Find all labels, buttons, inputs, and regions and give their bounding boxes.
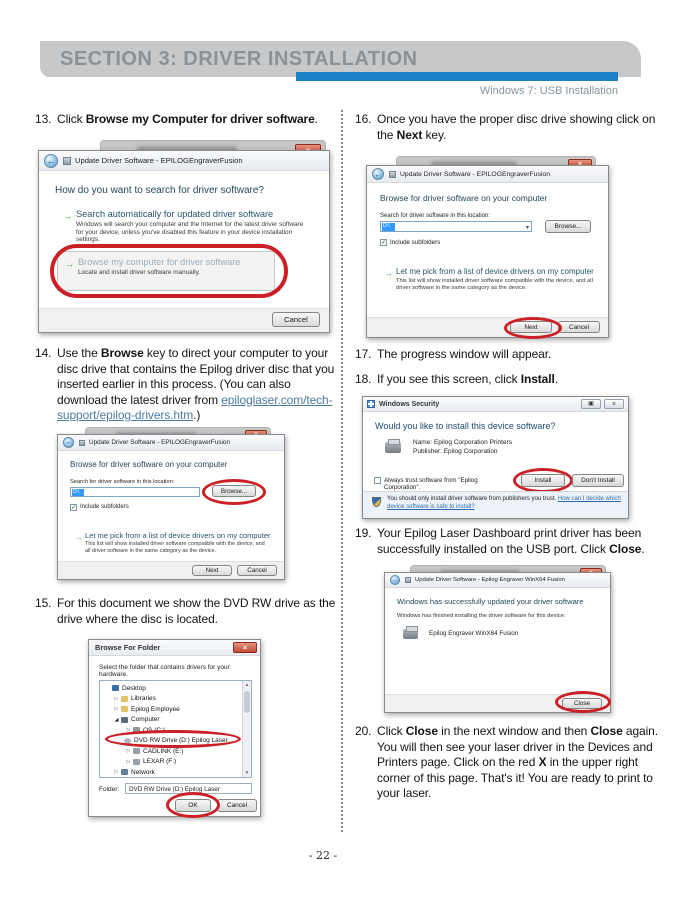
install-button[interactable]: Install xyxy=(521,474,565,487)
step-20 xyxy=(355,724,663,802)
ok-button[interactable]: OK xyxy=(175,799,211,812)
device-name-line: Name: Epilog Corporation Printers xyxy=(413,439,512,446)
cancel-button[interactable]: Cancel xyxy=(217,799,257,812)
expand-icon[interactable]: ▷ xyxy=(114,769,119,776)
dialog-title: Update Driver Software - Epilog Engraver WinX64 Fusion xyxy=(415,577,565,583)
column-divider xyxy=(341,110,343,832)
step-17 xyxy=(355,347,661,363)
location-value: D:\ xyxy=(72,489,84,496)
security-warning xyxy=(387,496,621,511)
tree-label: Network xyxy=(131,768,155,776)
tree-label: Computer xyxy=(131,716,160,724)
expand-icon[interactable]: ▷ xyxy=(114,706,119,713)
tree-label: Epilog Employee xyxy=(131,705,180,713)
dont-install-button[interactable]: Don't Install xyxy=(572,474,624,487)
option-pick-from-list[interactable]: Let me pick from a list of device drivers on my computer xyxy=(85,531,271,540)
device-icon xyxy=(79,440,85,446)
step-14 xyxy=(35,346,339,424)
libraries-icon xyxy=(121,696,128,702)
screenshot-browse-driver-location xyxy=(57,427,287,580)
update-driver-dialog xyxy=(57,434,285,580)
security-info-panel xyxy=(363,491,628,518)
tree-item-libraries[interactable] xyxy=(100,694,251,705)
option-description: This list will show installed driver software compatible with the device, and all driver software in the same category as the device. xyxy=(396,278,593,291)
back-icon[interactable]: ← xyxy=(44,154,58,168)
option-browse-computer[interactable] xyxy=(57,251,275,291)
tree-item-lexar[interactable] xyxy=(100,757,251,768)
page-number: - 22 - xyxy=(308,849,338,862)
expand-icon[interactable]: ◢ xyxy=(114,716,119,723)
location-field[interactable] xyxy=(380,221,532,232)
include-subfolders-checkbox[interactable]: ✓ xyxy=(71,504,76,511)
close-button[interactable]: Close xyxy=(562,698,602,709)
always-trust-checkbox[interactable] xyxy=(374,477,381,484)
disk-icon xyxy=(133,727,140,733)
step-16 xyxy=(355,112,661,143)
network-icon xyxy=(121,769,128,775)
dialog-heading: Browse for driver software on your computer xyxy=(70,460,228,469)
back-icon[interactable]: ← xyxy=(372,168,384,180)
step-number: 13. xyxy=(35,112,52,126)
dialog-prompt: Select the folder that contains drivers for your hardware. xyxy=(99,664,230,678)
expand-icon[interactable]: ▷ xyxy=(126,727,131,734)
step-text: The progress window will appear. xyxy=(377,347,552,361)
publisher-line: Publisher: Epilog Corporation xyxy=(413,448,498,455)
expand-icon[interactable]: ▷ xyxy=(126,748,131,755)
dialog-heading: How do you want to search for driver software? xyxy=(55,185,264,196)
tree-item-desktop[interactable] xyxy=(100,683,251,694)
always-trust-label: Always trust software from "Epilog Corporation". xyxy=(384,477,478,491)
dialog-heading: Browse for driver software on your computer xyxy=(380,193,548,203)
next-button[interactable]: Next xyxy=(192,565,232,576)
location-label: Search for driver software in this location: xyxy=(70,479,175,485)
tree-item-epilog-employee[interactable] xyxy=(100,704,251,715)
screenshot-driver-success xyxy=(384,565,613,713)
step-number: 15. xyxy=(35,596,52,610)
option-title: Browse my computer for driver software xyxy=(78,257,241,267)
step-text: Click Browse my Computer for driver software. xyxy=(57,112,318,126)
printer-icon xyxy=(385,442,401,453)
step-number: 14. xyxy=(35,346,52,360)
dialog-title: Update Driver Software - EPILOGEngraverFusion xyxy=(89,439,231,446)
step-text: Click Close in the next window and then Close again. You will then see your laser driver in the Devices and Printers page. Click on the red X in the upper right corner of this page. That's it! You are ready to print to your laser. xyxy=(377,724,658,800)
tree-label: LEXAR (F:) xyxy=(143,758,177,766)
scroll-down-icon[interactable]: ▼ xyxy=(244,770,250,775)
dvd-drive-icon xyxy=(124,738,131,744)
device-icon xyxy=(389,171,396,178)
folder-tree xyxy=(99,680,252,778)
browse-button[interactable]: Browse... xyxy=(545,220,591,233)
step-number: 20. xyxy=(355,724,372,738)
dialog-titlebar xyxy=(58,435,284,451)
tree-scrollbar[interactable] xyxy=(242,681,251,777)
folder-label: Folder: xyxy=(99,786,120,793)
dialog-title: Update Driver Software - EPILOGEngraverFusion xyxy=(75,156,243,165)
include-subfolders-label: Include subfolders xyxy=(80,504,129,510)
update-driver-dialog xyxy=(38,150,330,333)
folder-field[interactable] xyxy=(125,783,252,794)
step-18 xyxy=(355,372,661,388)
location-field[interactable] xyxy=(70,487,200,497)
section-title: SECTION 3: DRIVER INSTALLATION xyxy=(60,48,418,70)
printer-icon xyxy=(403,629,418,639)
screenshot-browse-for-folder xyxy=(88,639,261,817)
step-text: Use the Browse key to direct your computer to your disc drive that contains the Epilog driver disc that you inserted earlier in this process. (You can also download the latest driver from epiloglaser.com/tech-support/epilog-drivers.htm.) xyxy=(57,346,335,422)
step-15 xyxy=(35,596,337,627)
expand-icon[interactable]: ▷ xyxy=(126,758,131,765)
browse-button[interactable]: Browse... xyxy=(212,485,256,497)
step-number: 18. xyxy=(355,372,372,386)
tree-label: CADLINK (E:) xyxy=(143,747,184,755)
close-icon[interactable]: × xyxy=(604,399,624,409)
screenshot-browse-driver-next xyxy=(366,156,612,339)
dialog-subheading: Windows has finished installing the driver software for this device: xyxy=(397,613,566,619)
folder-value: DVD RW Drive (D:) Epilog Laser xyxy=(129,786,220,793)
location-label: Search for driver software in this location: xyxy=(380,213,491,219)
dialog-title: Windows Security xyxy=(379,400,440,408)
usb-drive-icon xyxy=(133,759,140,765)
dialog-titlebar xyxy=(385,573,610,588)
scroll-up-icon[interactable]: ▲ xyxy=(244,682,250,687)
tree-item-os-c[interactable] xyxy=(100,725,251,736)
next-button[interactable]: Next xyxy=(510,321,552,333)
option-description: Locate and install driver software manually. xyxy=(78,269,201,276)
step-19 xyxy=(355,526,661,557)
close-icon[interactable]: × xyxy=(233,642,257,653)
dropdown-icon[interactable]: ▾ xyxy=(525,225,529,231)
tree-item-dvd-drive[interactable] xyxy=(100,736,251,747)
step-number: 17. xyxy=(355,347,372,361)
dialog-title: Update Driver Software - EPILOGEngraverFusion xyxy=(400,170,550,178)
windows-security-dialog xyxy=(362,396,629,519)
update-driver-dialog xyxy=(366,165,609,338)
option-description: This list will show installed driver software compatible with the device, and all driver software in the same category as the device. xyxy=(85,541,265,554)
option-description: Windows will search your computer and the Internet for the latest driver software for your device, unless you've disabled this feature in your device installation settings. xyxy=(76,221,304,244)
shield-icon xyxy=(372,497,381,507)
device-icon xyxy=(63,157,71,165)
window-icon xyxy=(367,400,375,408)
dialog-title: Browse For Folder xyxy=(95,643,161,652)
back-icon[interactable]: ← xyxy=(391,576,399,584)
usb-drive-icon xyxy=(133,748,140,754)
green-arrow-icon: → xyxy=(75,533,83,542)
accent-bar xyxy=(296,72,618,81)
tree-item-cadlink[interactable] xyxy=(100,746,251,757)
tree-label: Desktop xyxy=(122,684,146,692)
step-text: Your Epilog Laser Dashboard print driver has been successfully installed on the USB port. Click Close. xyxy=(377,526,645,556)
scrollbar-thumb[interactable] xyxy=(244,691,250,713)
computer-icon xyxy=(121,717,128,723)
expand-icon[interactable]: ▷ xyxy=(114,695,119,702)
dialog-heading: Windows has successfully updated your driver software xyxy=(397,597,584,606)
include-subfolders-checkbox[interactable]: ✓ xyxy=(381,239,386,246)
back-icon[interactable]: ← xyxy=(65,439,72,446)
tree-label: DVD RW Drive (D:) Epilog Laser xyxy=(134,737,228,745)
update-driver-dialog xyxy=(384,572,611,713)
screenshot-windows-security xyxy=(362,396,629,519)
page-subtitle: Windows 7: USB Installation xyxy=(479,85,618,97)
tree-item-computer[interactable] xyxy=(100,715,251,726)
cancel-button[interactable]: Cancel xyxy=(272,312,320,327)
option-search-automatically[interactable]: Search automatically for updated driver software xyxy=(76,209,274,219)
installed-device-name: Epilog Engraver WinX64 Fusion xyxy=(429,630,519,637)
titlebar-icon-button[interactable]: ▣ xyxy=(581,399,601,409)
tree-label: OS (C:) xyxy=(143,726,166,734)
green-arrow-icon: → xyxy=(385,269,393,278)
cancel-button[interactable]: Cancel xyxy=(558,321,600,333)
location-value: D:\ xyxy=(382,223,395,231)
device-icon xyxy=(405,577,411,583)
warning-text: You should only install driver software from publishers you trust. xyxy=(387,496,558,502)
desktop-icon xyxy=(112,685,119,691)
green-arrow-icon: → xyxy=(65,259,74,269)
user-folder-icon xyxy=(121,706,128,712)
browse-folder-dialog xyxy=(88,639,261,817)
green-arrow-icon: → xyxy=(63,211,72,221)
step-text: For this document we show the DVD RW drive as the drive where the disc is located. xyxy=(57,596,336,626)
option-pick-from-list[interactable]: Let me pick from a list of device drivers on my computer xyxy=(396,267,594,276)
step-text: Once you have the proper disc drive showing click on the Next key. xyxy=(377,112,656,142)
step-number: 19. xyxy=(355,526,372,540)
step-text: If you see this screen, click Install. xyxy=(377,372,558,386)
safe-to-install-link[interactable]: How can I decide which device software is safe to install? xyxy=(387,496,621,510)
step-number: 16. xyxy=(355,112,372,126)
dialog-titlebar xyxy=(39,151,329,171)
cancel-button[interactable]: Cancel xyxy=(237,565,277,576)
tree-item-network[interactable] xyxy=(100,767,251,778)
security-heading: Would you like to install this device software? xyxy=(375,421,556,431)
dialog-titlebar xyxy=(367,166,608,183)
tree-label: Libraries xyxy=(131,695,156,703)
screenshot-update-driver-search xyxy=(38,140,332,333)
include-subfolders-label: Include subfolders xyxy=(390,239,441,246)
step-13 xyxy=(35,112,337,128)
